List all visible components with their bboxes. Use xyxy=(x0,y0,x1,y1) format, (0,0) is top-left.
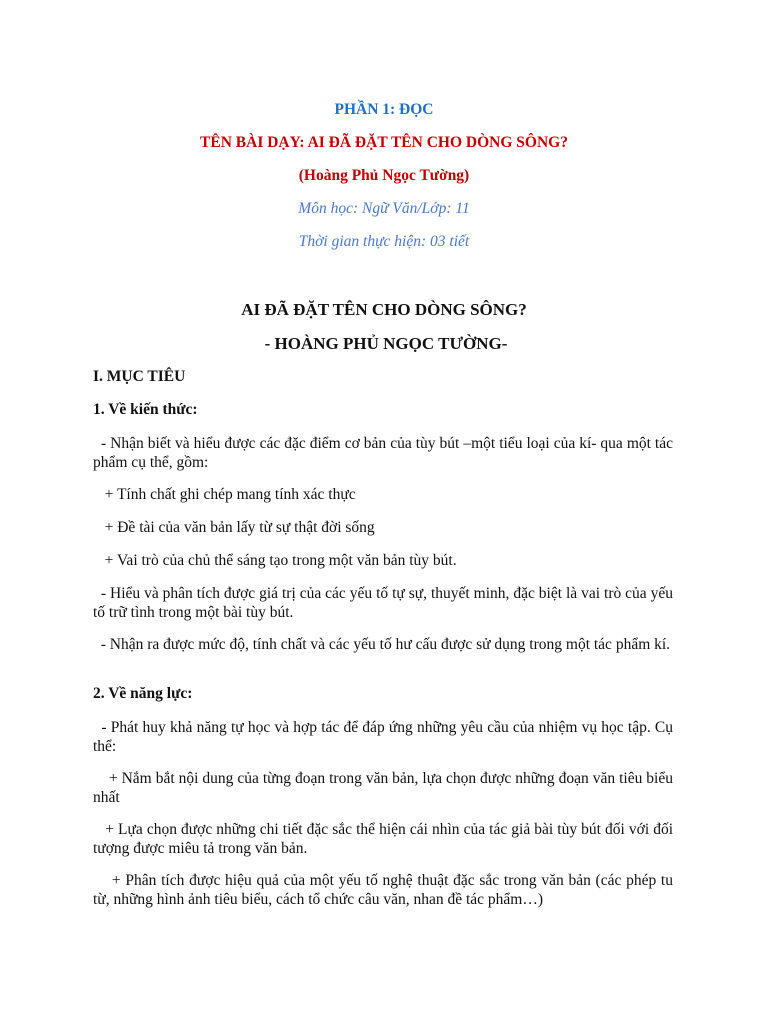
paragraph: - Nhận biết và hiểu được các đặc điểm cơ bản của tùy bút –một tiểu loại của kí- qua một tác phẩm cụ thể, gồm: xyxy=(93,435,677,471)
paragraph: - Nhận ra được mức độ, tính chất và các yếu tố hư cấu được sử dụng trong một tác phẩm kí. xyxy=(93,636,671,653)
subheading-knowledge: 1. Về kiến thức: xyxy=(93,401,198,418)
work-title: AI ĐÃ ĐẶT TÊN CHO DÒNG SÔNG? xyxy=(241,300,527,319)
lesson-title: TÊN BÀI DẠY: AI ĐÃ ĐẶT TÊN CHO DÒNG SÔNG? xyxy=(200,134,568,151)
paragraph: + Phân tích được hiệu quả của một yếu tố nghệ thuật đặc sắc trong văn bản (các phép tu từ, những hình ảnh tiêu biểu, cách tổ chức câu văn, nhan đề tác phẩm…) xyxy=(93,872,677,908)
lesson-author: (Hoàng Phủ Ngọc Tường) xyxy=(298,167,470,184)
part-heading: PHẦN 1: ĐỌC xyxy=(334,101,434,118)
time-line: Thời gian thực hiện: 03 tiết xyxy=(298,233,470,250)
subject-line: Môn học: Ngữ Văn/Lớp: 11 xyxy=(298,200,470,217)
paragraph: - Phát huy khả năng tự học và hợp tác để đáp ứng những yêu cầu của nhiệm vụ học tập. Cụ thể: xyxy=(93,719,677,755)
paragraph: + Vai trò của chủ thể sáng tạo trong một văn bản tùy bút. xyxy=(93,552,457,569)
paragraph: - Hiểu và phân tích được giá trị của các yếu tố tự sự, thuyết minh, đặc biệt là vai trò của yếu tố trữ tình trong một bài tùy bút. xyxy=(93,585,677,621)
paragraph: + Tính chất ghi chép mang tính xác thực xyxy=(93,486,356,503)
section-heading: I. MỤC TIÊU xyxy=(93,368,186,385)
paragraph: + Lựa chọn được những chi tiết đặc sắc thể hiện cái nhìn của tác giả bài tùy bút đối với đối tượng được miêu tả trong văn bản. xyxy=(93,821,677,857)
paragraph: + Nắm bắt nội dung của từng đoạn trong văn bản, lựa chọn được những đoạn văn tiêu biểu nhất xyxy=(93,770,677,806)
subheading-competence: 2. Về năng lực: xyxy=(93,685,193,702)
paragraph: + Đề tài của văn bản lấy từ sự thật đời sống xyxy=(93,519,375,536)
work-author: - HOÀNG PHỦ NGỌC TƯỜNG- xyxy=(264,334,508,353)
